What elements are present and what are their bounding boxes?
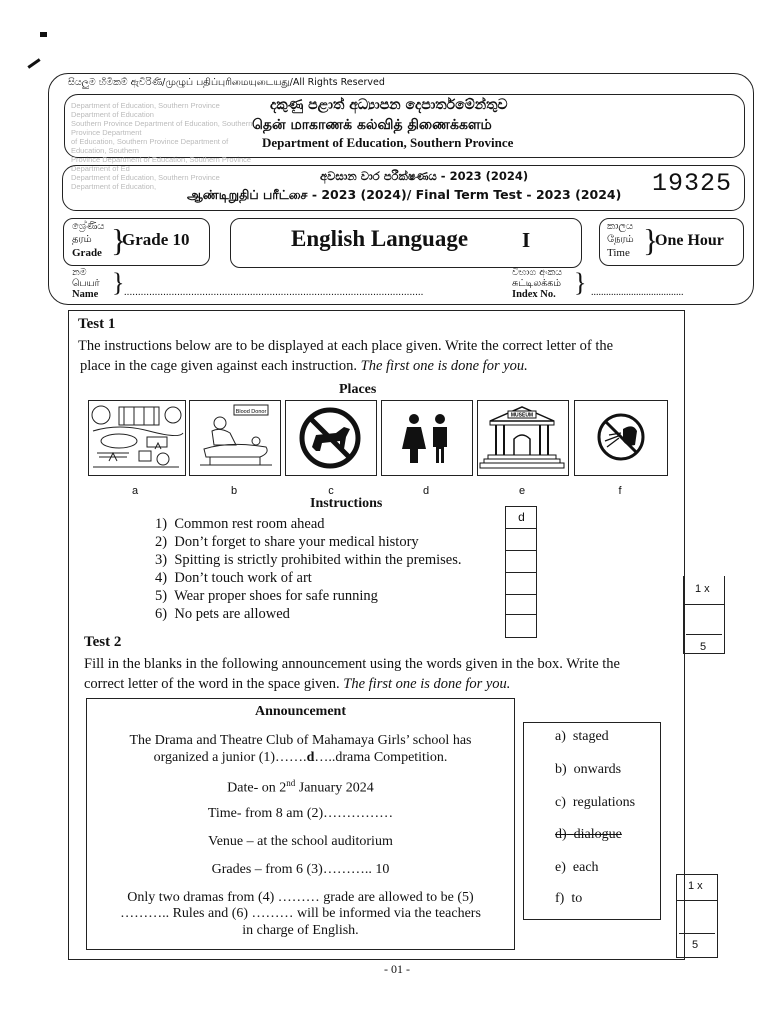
rights-text: සියලුම හිමිකම් ඇවිරිණි/முழுப் பதிப்புரிமையுடையது/All Rights Reserved: [68, 77, 385, 88]
blood-donor-label: Blood Donor: [235, 409, 267, 415]
test1-mark-fraction: [686, 634, 722, 635]
paper-number: I: [522, 228, 531, 252]
name-brace: }: [112, 268, 125, 297]
announcement-heading: Announcement: [254, 704, 346, 719]
test2-mark-rule: [676, 900, 718, 901]
grade-label-tamil: தரம்: [72, 234, 92, 245]
place-letter-e: e: [518, 485, 526, 497]
word-box: [523, 722, 661, 920]
restroom-sign: [381, 400, 473, 476]
announcement-grades: Grades – from 6 (3)……….. 10: [211, 862, 390, 877]
places-heading: Places: [339, 382, 377, 397]
time-brace: }: [643, 222, 659, 258]
time-label-sinhala: කාලය: [607, 221, 634, 232]
option-c: c) regulations: [555, 795, 636, 810]
time-label-english: Time: [607, 247, 630, 259]
index-brace: }: [574, 268, 587, 297]
answer-cell-3[interactable]: [506, 551, 537, 573]
grade-brace: }: [111, 222, 127, 258]
park-picture: [88, 400, 186, 476]
announcement-time: Time- from 8 am (2)……………: [207, 806, 394, 821]
instruction-item: 4) Don’t touch work of art: [155, 570, 312, 586]
dept-tamil: தென் மாகாணக் கல்வித் திணைக்களம்: [252, 117, 492, 133]
place-letter-a: a: [131, 485, 139, 497]
watermark-text: Department of Education, Southern Province Department of Education Southern Province Department of Education, Southern Province Department of Education, Southern Province Department of Education, Southern Province Department of Education, Southern Province Department of Ed Department of Education, Southern Province Department of Education,: [71, 101, 253, 191]
paper-code: 19325: [652, 169, 733, 198]
announcement-closing-2: ……….. Rules and (6) ……… will be informed via the teachers: [120, 906, 481, 921]
time-label-tamil: நேரம்: [607, 234, 634, 245]
instruction-item: 2) Don’t forget to share your medical history: [155, 534, 419, 550]
test2-mark-bottom: 5: [692, 939, 699, 951]
dept-sinhala: දකුණු පළාත් අධ්‍යාපන දෙපාර්තමේන්තුව: [270, 97, 508, 113]
instruction-item: 6) No pets are allowed: [155, 606, 290, 622]
grade-label-sinhala: ශ්‍රේණිය: [72, 221, 105, 232]
name-label-tamil: பெயர்: [72, 278, 100, 289]
test2-title: Test 2: [84, 634, 122, 650]
index-label-tamil: சுட்டிலக்கம்: [512, 278, 562, 289]
dept-english: Department of Education, Southern Province: [262, 135, 514, 150]
no-spitting-sign: [574, 400, 668, 476]
museum-label: MUSEUM: [510, 412, 534, 419]
exam-sinhala: අවසාන වාර පරීක්ෂණය - 2023 (2024): [320, 169, 529, 183]
name-label-english: Name: [72, 289, 99, 300]
instructions-heading: Instructions: [310, 496, 383, 511]
scan-mark: [40, 32, 47, 37]
test2-instruction-1: Fill in the blanks in the following announcement using the words given in the box. Write the: [84, 656, 620, 672]
test1-title: Test 1: [78, 316, 116, 332]
announcement-closing-1: Only two dramas from (4) ……… grade are allowed to be (5): [127, 890, 474, 905]
index-label-english: Index No.: [512, 289, 556, 300]
answer-cell-6[interactable]: [506, 615, 537, 637]
answer-cage: [505, 506, 537, 638]
test1-mark-bottom: 5: [700, 641, 707, 653]
doctor-clinic-picture: [189, 400, 281, 476]
index-field[interactable]: .....................................: [591, 287, 684, 298]
park-drawing: [89, 401, 184, 474]
answer-cell-5[interactable]: [506, 595, 537, 615]
instruction-item: 1) Common rest room ahead: [155, 516, 325, 532]
announcement-date: Date- on 2nd January 2024: [227, 778, 374, 796]
option-a: a) staged: [555, 729, 609, 744]
museum-picture: [477, 400, 569, 476]
place-letter-c: c: [328, 485, 334, 497]
index-label-sinhala: විභාග අංකය: [512, 267, 563, 278]
instruction-item: 3) Spitting is strictly prohibited within the premises.: [155, 552, 462, 568]
time-value: One Hour: [655, 232, 724, 249]
announcement-closing-3: in charge of English.: [242, 923, 359, 938]
subject-title: English Language: [291, 226, 469, 251]
grade-label-english: Grade: [72, 247, 102, 259]
option-f: f) to: [555, 891, 583, 906]
announcement-line-2: organized a junior (1)…….d…..drama Competition.: [153, 750, 448, 765]
option-d: d) dialogue: [555, 827, 622, 842]
test1-mark-top: 1 x: [695, 583, 710, 595]
scan-mark: [27, 58, 40, 68]
name-label-sinhala: නම: [72, 267, 87, 278]
option-e: e) each: [555, 860, 599, 875]
grade-value: Grade 10: [122, 230, 190, 249]
announcement-venue: Venue – at the school auditorium: [208, 834, 393, 849]
option-b: b) onwards: [555, 762, 622, 777]
test2-mark-fraction: [679, 933, 715, 934]
test2-instruction-2: correct letter of the word in the space given. The first one is done for you.: [84, 676, 511, 692]
answer-cell-2[interactable]: [506, 529, 537, 551]
no-dogs-sign: [285, 400, 377, 476]
name-field[interactable]: ...........................................................................................................: [124, 287, 424, 298]
test1-mark-rule: [683, 604, 725, 605]
instruction-item: 5) Wear proper shoes for safe running: [155, 588, 378, 604]
place-letter-f: f: [618, 485, 622, 497]
exam-title: ஆண்டிறுதிப் பரீட்சை - 2023 (2024)/ Final Term Test - 2023 (2024): [187, 187, 622, 202]
answer-cell-4[interactable]: [506, 573, 537, 595]
test1-instruction-1: The instructions below are to be displayed at each place given. Write the correct letter of the: [78, 338, 614, 354]
place-letter-b: b: [230, 485, 238, 497]
test2-mark-top: 1 x: [688, 880, 703, 892]
place-letter-d: d: [422, 485, 430, 497]
page-number: - 01 -: [384, 962, 410, 976]
announcement-line-1: The Drama and Theatre Club of Mahamaya Girls’ school has: [129, 733, 472, 748]
answer-cell-1[interactable]: d: [506, 507, 537, 529]
test1-instruction-2: place in the cage given against each instruction. The first one is done for you.: [80, 358, 528, 374]
